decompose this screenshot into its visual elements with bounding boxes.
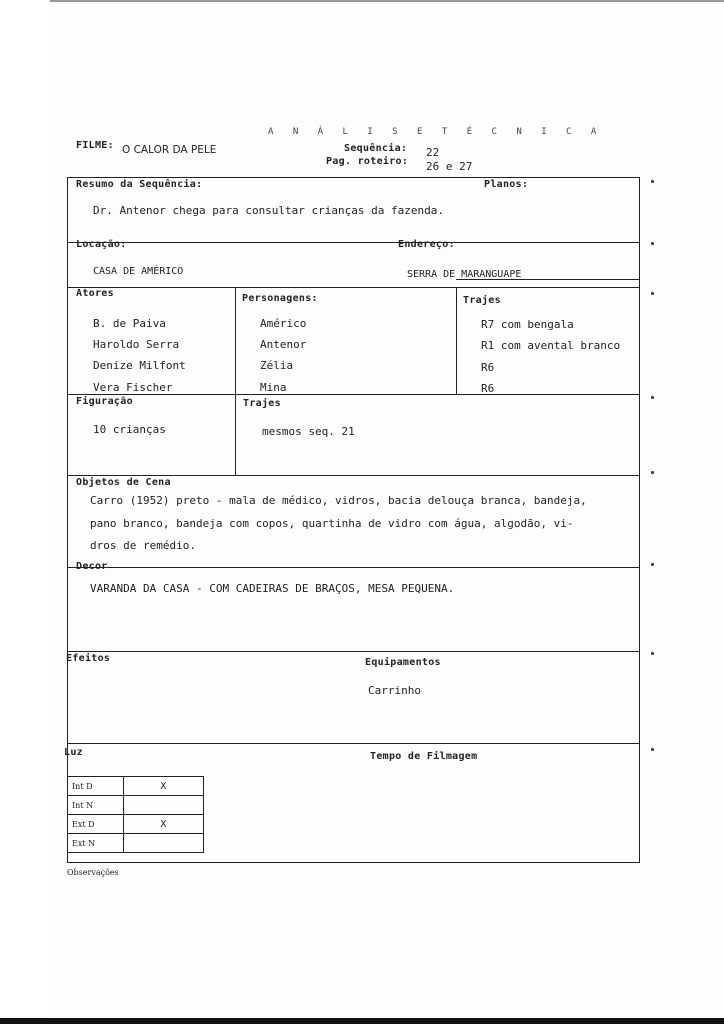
luz-row-label: Int N: [68, 796, 124, 815]
filme-value: O CALOR DA PELE: [122, 144, 217, 156]
luz-row-mark: X: [123, 815, 203, 834]
ator-name: Denize Milfont: [93, 359, 186, 372]
scan-speck: [651, 563, 654, 566]
resumo-label: Resumo da Sequência:: [76, 179, 203, 190]
divider-elenco: [68, 394, 639, 395]
personagem-name: Zélia: [260, 359, 294, 372]
document-title: A N Á L I S E T É C N I C A: [268, 127, 604, 137]
atores-label: Atores: [76, 288, 114, 299]
scan-speck: [651, 180, 654, 183]
luz-label: Luz: [64, 747, 83, 758]
divider-decor: [68, 651, 639, 652]
sequencia-label: Sequência:: [344, 143, 408, 154]
personagem-name: Mina: [260, 381, 287, 394]
ator-name: B. de Paiva: [93, 317, 166, 330]
scan-speck: [651, 396, 654, 399]
scan-margin: [0, 0, 51, 1024]
divider-efeitos: [68, 743, 639, 744]
planos-label: Planos:: [484, 179, 529, 190]
table-row: [68, 796, 204, 815]
figuracao-label: Figuração: [76, 396, 133, 407]
objetos-line: Carro (1952) preto - mala de médico, vidros, bacia delouça branca, bandeja,: [90, 494, 587, 507]
figuracao-value: 10 crianças: [93, 423, 166, 436]
trajes-label: Trajes: [463, 295, 501, 306]
ator-name: Haroldo Serra: [93, 338, 180, 351]
endereco-label: Endereço:: [398, 239, 455, 250]
scan-speck: [651, 292, 654, 295]
traje-value: R1 com avental branco: [481, 339, 621, 352]
locacao-label: Locação:: [76, 239, 127, 250]
personagens-label: Personagens:: [242, 293, 318, 304]
pag-roteiro-label: Pag. roteiro:: [326, 156, 409, 167]
divider-objetos: [68, 567, 639, 568]
objetos-line: pano branco, bandeja com copos, quartinha de vidro com água, algodão, vi-: [90, 517, 574, 530]
luz-table: [67, 776, 204, 853]
traje-value: R6: [481, 382, 495, 395]
pag-roteiro-value: 26 e 27: [426, 160, 473, 173]
col-divider-atores: [235, 287, 236, 475]
tempo-filmagem-label: Tempo de Filmagem: [370, 751, 478, 762]
personagem-name: Antenor: [260, 338, 307, 351]
scan-speck: [651, 748, 654, 751]
traje-value: R6: [481, 361, 495, 374]
divider-figuracao: [68, 475, 639, 476]
divider-resumo: [68, 242, 639, 243]
equipamentos-label: Equipamentos: [365, 657, 441, 668]
decor-label: Decor: [76, 561, 108, 572]
observacoes-label: Observações: [67, 868, 119, 877]
resumo-text: Dr. Antenor chega para consultar crianças da fazenda.: [93, 204, 444, 217]
traje-value: R7 com bengala: [481, 318, 574, 331]
sequencia-value: 22: [426, 146, 440, 159]
locacao-value: CASA DE AMÉRICO: [93, 266, 184, 277]
luz-row-label: Int D: [68, 777, 124, 796]
col-divider-trajes: [456, 287, 457, 394]
filme-label: FILME:: [76, 140, 114, 151]
luz-row-label: Ext D: [68, 815, 124, 834]
luz-row-mark: X: [123, 777, 203, 796]
table-row: [68, 815, 204, 834]
scan-speck: [651, 242, 654, 245]
table-row: [68, 777, 204, 796]
luz-row-label: Ext N: [68, 834, 124, 853]
divider-locacao: [68, 287, 639, 288]
figuracao-trajes-label: Trajes: [243, 398, 281, 409]
objetos-line: dros de remédio.: [90, 539, 196, 552]
scan-speck: [651, 471, 654, 474]
scan-bottom-edge: [0, 1018, 724, 1024]
luz-row-mark: [123, 796, 203, 815]
luz-row-mark: [123, 834, 203, 853]
table-row: [68, 834, 204, 853]
ator-name: Vera Fischer: [93, 381, 173, 394]
efeitos-label: Efeitos: [66, 653, 111, 664]
personagem-name: Américo: [260, 317, 307, 330]
scan-speck: [651, 652, 654, 655]
page-top-edge: [50, 0, 724, 2]
endereco-value: SERRA DE MARANGUAPE: [407, 269, 522, 280]
decor-value: VARANDA DA CASA - COM CADEIRAS DE BRAÇOS, MESA PEQUENA.: [90, 582, 455, 595]
figuracao-trajes-value: mesmos seq. 21: [262, 425, 355, 438]
equipamentos-value: Carrinho: [368, 684, 421, 697]
objetos-label: Objetos de Cena: [76, 477, 171, 488]
